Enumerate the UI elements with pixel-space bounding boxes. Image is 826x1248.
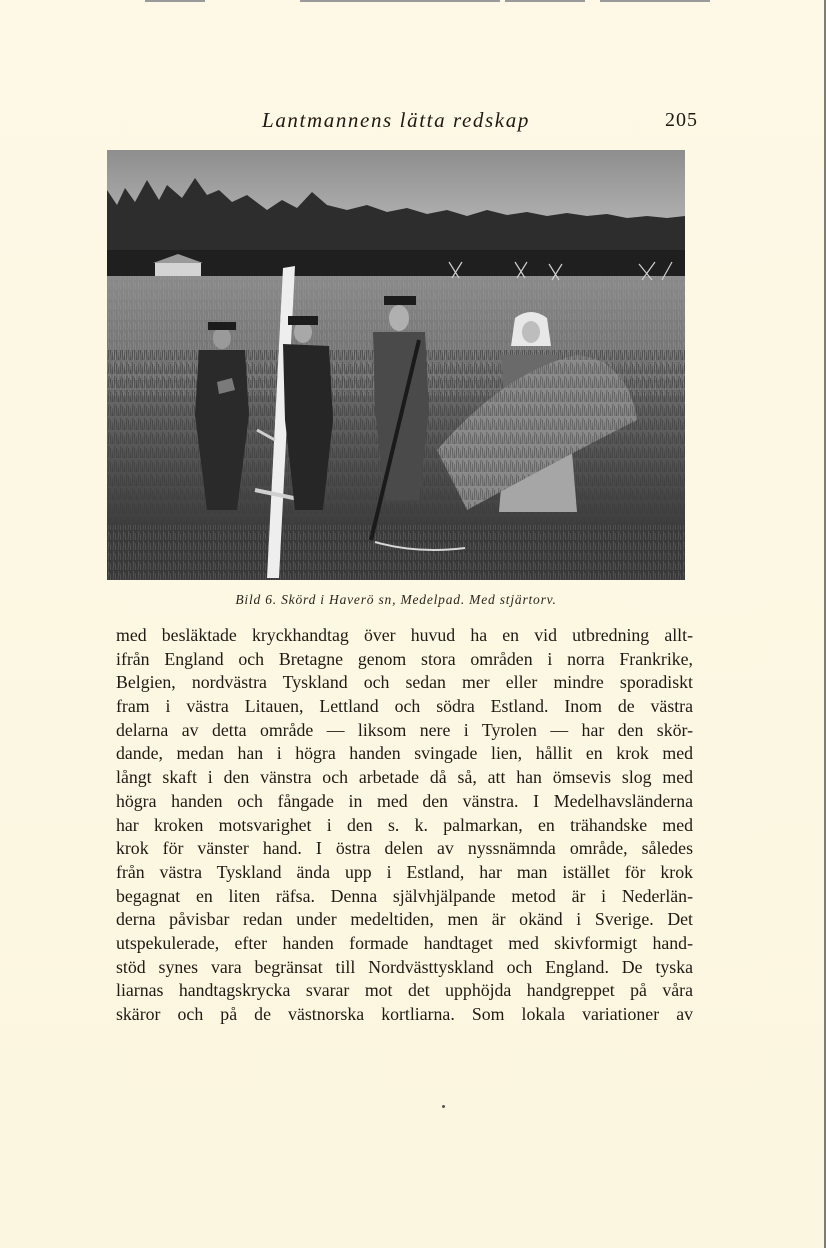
text-line: derna påvisbar redan under medeltiden, men är okänd i Sverige. Det (116, 909, 693, 930)
body-text (116, 624, 693, 1027)
text-line: skäror och på de västnorska kortliarna. Som lokala variationer av (116, 1004, 693, 1024)
text-line: från västra Tyskland ända upp i Estland, har man istället för krok (116, 861, 693, 882)
scan-edge-mark (300, 0, 500, 2)
scan-edge-mark (600, 0, 710, 2)
ink-speck (442, 1105, 445, 1108)
running-head (116, 108, 698, 136)
text-line: delarna av detta område — liksom nere i Tyrolen — har den skör- (116, 719, 693, 740)
text-line: krok för vänster hand. I östra delen av nyssnämnda område, således (116, 838, 693, 859)
harvest-photograph (107, 150, 685, 580)
text-line: Belgien, nordvästra Tyskland och sedan mer eller mindre sporadiskt (116, 672, 693, 693)
page-number: 205 (665, 109, 698, 131)
text-line: har kroken motsvarighet i den s. k. palmarkan, en trähandske med (116, 814, 693, 835)
text-line: begagnat en liten räfsa. Denna självhjälpande metod är i Nederlän- (116, 885, 693, 906)
scan-edge-mark (145, 0, 205, 2)
text-line: med besläktade kryckhandtag över huvud ha en vid utbredning allt- (116, 625, 693, 645)
text-line: dande, medan han i högra handen svingade lien, hållit en krok med (116, 743, 693, 764)
text-line: liarnas handtagskrycka svarar mot det upphöjda handgreppet på våra (116, 980, 693, 1001)
figure-caption: Bild 6. Skörd i Haverö sn, Medelpad. Med stjärtorv. (235, 592, 557, 607)
text-line: fram i västra Litauen, Lettland och södra Estland. Inom de västra (116, 696, 693, 717)
text-line: högra handen och fångade in med den vänstra. I Medelhavsländerna (116, 790, 693, 811)
text-line: ifrån England och Bretagne genom stora områden i norra Frankrike, (116, 648, 693, 669)
text-line: utspekulerade, efter handen formade handtaget med skivformigt hand- (116, 932, 693, 953)
scan-edge-mark (505, 0, 585, 2)
running-head-title: Lantmannens lätta redskap (262, 108, 530, 132)
text-line: stöd synes vara begränsat till Nordvästtyskland och England. De tyska (116, 956, 693, 977)
text-line: långt skaft i den vänstra och arbetade då så, att han ömsevis slog med (116, 767, 693, 788)
